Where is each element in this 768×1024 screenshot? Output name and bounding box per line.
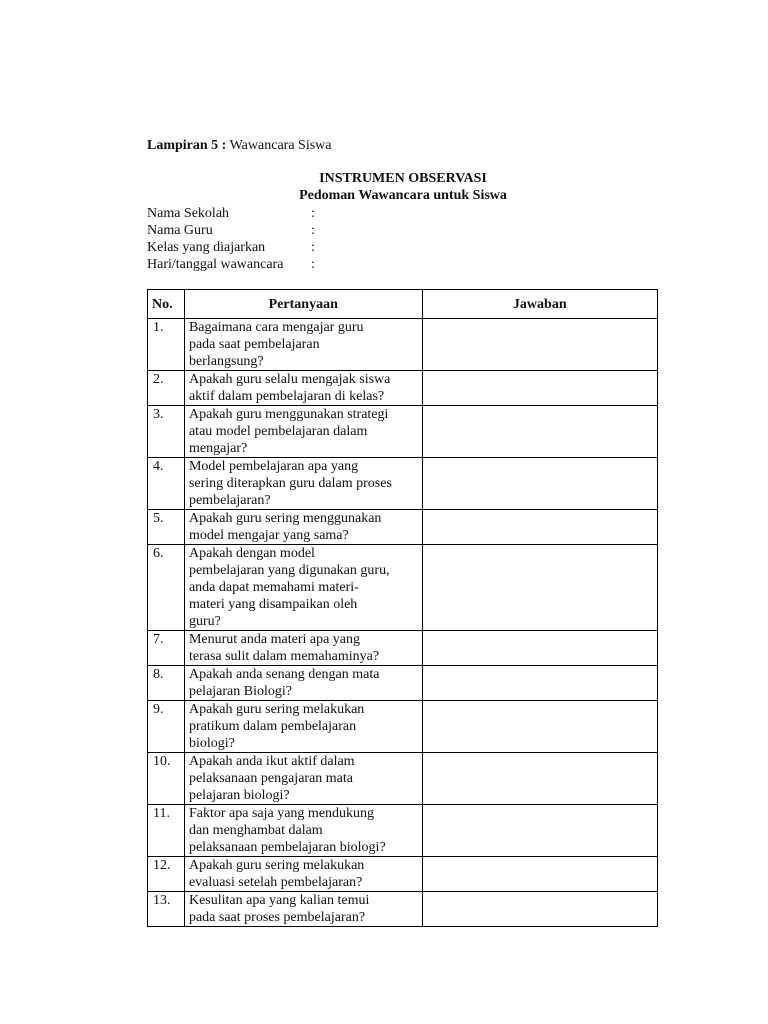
question-line: pratikum dalam pembelajaran bbox=[188, 719, 357, 734]
question-cell bbox=[184, 458, 422, 510]
field-separator: : bbox=[311, 257, 315, 272]
header-question: Pertanyaan bbox=[184, 290, 422, 319]
question-cell bbox=[184, 701, 422, 753]
table-row bbox=[148, 753, 658, 805]
question-line: Kesulitan apa yang kalian temui bbox=[188, 893, 370, 908]
field-row bbox=[147, 205, 315, 222]
question-line: anda dapat memahami materi- bbox=[188, 580, 359, 595]
row-number: 13. bbox=[148, 892, 185, 927]
table-row bbox=[148, 857, 658, 892]
question-line: berlangsung? bbox=[188, 354, 264, 369]
appendix-text: Wawancara Siswa bbox=[229, 138, 332, 153]
question-line: guru? bbox=[188, 614, 221, 629]
question-cell bbox=[184, 857, 422, 892]
document-subtitle: Pedoman Wawancara untuk Siswa bbox=[299, 188, 507, 203]
row-number: 9. bbox=[148, 701, 185, 753]
row-number: 12. bbox=[148, 857, 185, 892]
row-number: 8. bbox=[148, 666, 185, 701]
field-row bbox=[147, 239, 315, 256]
answer-cell[interactable] bbox=[422, 892, 657, 927]
question-line: Apakah anda senang dengan mata bbox=[188, 667, 380, 682]
question-cell bbox=[184, 892, 422, 927]
question-cell bbox=[184, 631, 422, 666]
table-row bbox=[148, 666, 658, 701]
answer-cell[interactable] bbox=[422, 458, 657, 510]
question-line: pada saat proses pembelajaran? bbox=[188, 910, 366, 925]
table-row bbox=[148, 892, 658, 927]
question-line: dan menghambat dalam bbox=[188, 823, 323, 838]
question-line: Apakah guru sering melakukan bbox=[188, 702, 365, 717]
question-line: sering diterapkan guru dalam proses bbox=[188, 476, 392, 491]
question-line: atau model pembelajaran dalam bbox=[188, 424, 368, 439]
question-line: mengajar? bbox=[188, 441, 248, 456]
answer-cell[interactable] bbox=[422, 406, 657, 458]
table-row bbox=[148, 458, 658, 510]
table-row bbox=[148, 805, 658, 857]
question-table bbox=[147, 289, 658, 927]
question-line: aktif dalam pembelajaran di kelas? bbox=[188, 389, 385, 404]
question-line: pada saat pembelajaran bbox=[188, 337, 320, 352]
question-rows bbox=[148, 319, 658, 927]
answer-cell[interactable] bbox=[422, 857, 657, 892]
header-answer: Jawaban bbox=[422, 290, 657, 319]
header-no: No. bbox=[148, 290, 185, 319]
question-line: Apakah anda ikut aktif dalam bbox=[188, 754, 355, 769]
row-number: 10. bbox=[148, 753, 185, 805]
question-cell bbox=[184, 805, 422, 857]
table-row bbox=[148, 406, 658, 458]
question-line: Faktor apa saja yang mendukung bbox=[188, 806, 375, 821]
field-separator: : bbox=[311, 240, 315, 255]
field-row bbox=[147, 256, 315, 273]
answer-cell[interactable] bbox=[422, 371, 657, 406]
question-cell bbox=[184, 545, 422, 631]
table-row bbox=[148, 371, 658, 406]
identity-fields bbox=[147, 205, 315, 273]
row-number: 11. bbox=[148, 805, 185, 857]
answer-cell[interactable] bbox=[422, 753, 657, 805]
question-line: Apakah guru selalu mengajak siswa bbox=[188, 372, 391, 387]
answer-cell[interactable] bbox=[422, 631, 657, 666]
field-label: Kelas yang diajarkan bbox=[147, 240, 266, 255]
question-cell bbox=[184, 371, 422, 406]
question-line: biologi? bbox=[188, 736, 235, 751]
question-cell bbox=[184, 753, 422, 805]
field-label: Hari/tanggal wawancara bbox=[147, 257, 284, 272]
answer-cell[interactable] bbox=[422, 545, 657, 631]
field-label: Nama Guru bbox=[147, 223, 213, 238]
field-label: Nama Sekolah bbox=[147, 206, 230, 221]
table-row bbox=[148, 701, 658, 753]
field-row bbox=[147, 222, 315, 239]
question-cell bbox=[184, 406, 422, 458]
question-line: Model pembelajaran apa yang bbox=[188, 459, 359, 474]
field-separator: : bbox=[311, 206, 315, 221]
table-row bbox=[148, 510, 658, 545]
table-row bbox=[148, 319, 658, 371]
row-number: 5. bbox=[148, 510, 185, 545]
question-line: Apakah guru menggunakan strategi bbox=[188, 407, 389, 422]
appendix-heading bbox=[147, 138, 331, 154]
question-line: pelaksanaan pembelajaran biologi? bbox=[188, 840, 386, 855]
table-row bbox=[148, 545, 658, 631]
question-line: pembelajaran yang digunakan guru, bbox=[188, 563, 390, 578]
row-number: 1. bbox=[148, 319, 185, 371]
answer-cell[interactable] bbox=[422, 319, 657, 371]
question-line: Apakah dengan model bbox=[188, 546, 315, 561]
question-line: evaluasi setelah pembelajaran? bbox=[188, 875, 363, 890]
answer-cell[interactable] bbox=[422, 805, 657, 857]
field-separator: : bbox=[311, 223, 315, 238]
question-line: Apakah guru sering menggunakan bbox=[188, 511, 382, 526]
answer-cell[interactable] bbox=[422, 666, 657, 701]
question-line: Apakah guru sering melakukan bbox=[188, 858, 365, 873]
answer-cell[interactable] bbox=[422, 701, 657, 753]
question-line: Bagaimana cara mengajar guru bbox=[188, 320, 364, 335]
row-number: 6. bbox=[148, 545, 185, 631]
question-line: model mengajar yang sama? bbox=[188, 528, 349, 543]
document-title: INSTRUMEN OBSERVASI bbox=[319, 171, 487, 186]
question-line: pelaksanaan pengajaran mata bbox=[188, 771, 353, 786]
appendix-label: Lampiran 5 : bbox=[147, 138, 227, 153]
question-line: terasa sulit dalam memahaminya? bbox=[188, 649, 380, 664]
table-row bbox=[148, 631, 658, 666]
question-cell bbox=[184, 319, 422, 371]
table-header-row bbox=[148, 290, 658, 319]
row-number: 3. bbox=[148, 406, 185, 458]
row-number: 4. bbox=[148, 458, 185, 510]
question-line: Menurut anda materi apa yang bbox=[188, 632, 361, 647]
question-line: pembelajaran? bbox=[188, 493, 271, 508]
question-line: pelajaran biologi? bbox=[188, 788, 290, 803]
question-cell bbox=[184, 666, 422, 701]
question-line: pelajaran Biologi? bbox=[188, 684, 292, 699]
question-line: materi yang disampaikan oleh bbox=[188, 597, 358, 612]
row-number: 2. bbox=[148, 371, 185, 406]
question-cell bbox=[184, 510, 422, 545]
row-number: 7. bbox=[148, 631, 185, 666]
answer-cell[interactable] bbox=[422, 510, 657, 545]
